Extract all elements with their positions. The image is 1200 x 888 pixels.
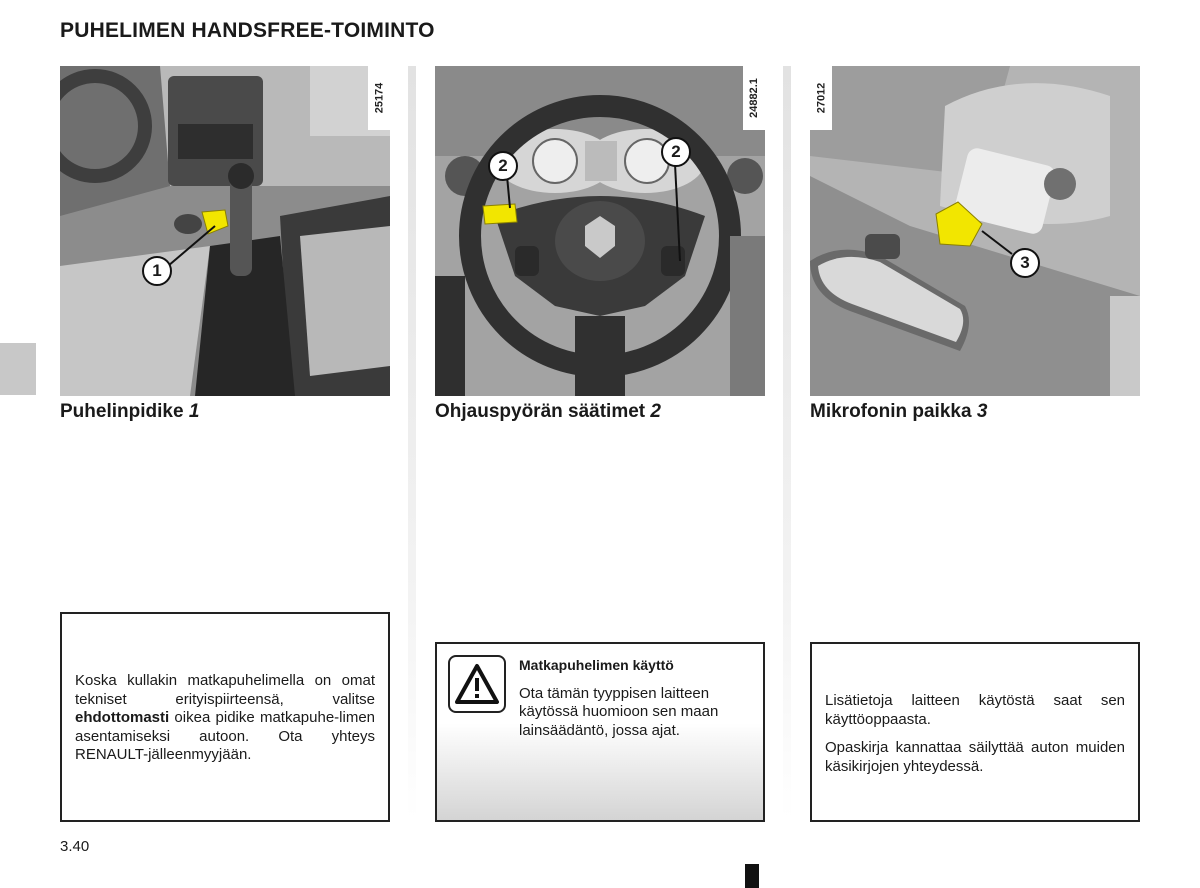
info-box-phone-holder	[60, 612, 390, 822]
photo-steering-wheel	[435, 66, 765, 396]
page-title: PUHELIMEN HANDSFREE-TOIMINTO	[60, 19, 435, 42]
warning-box	[435, 642, 765, 822]
info-text: Lisätietoja laitteen käytöstä saat sen käyttöoppaasta.	[825, 692, 1125, 728]
column-divider	[408, 66, 416, 820]
section-heading-phone-holder: Puhelinpidike 1	[60, 401, 200, 422]
info-box-manual	[810, 642, 1140, 822]
warning-triangle-icon	[448, 655, 506, 713]
info-text: Opaskirja kannattaa säilyttää auton muiden käsikirjojen yhteydessä.	[825, 739, 1125, 775]
image-code-label: 25174	[368, 66, 390, 130]
photo-microphone	[810, 66, 1140, 396]
info-text: Koska kullakin matkapuhelimella on omat tekniset erityispiirteensä, valitse ehdottomasti oikea pidike matkapuhe-limen asentamiseksi autoon. Ota yhteys RENAULT-jälleenmyyjään.	[75, 672, 375, 763]
callout-marker: 2	[488, 151, 518, 181]
callout-marker: 2	[661, 137, 691, 167]
warning-title: Matkapuhelimen käyttö	[519, 657, 674, 673]
page-edge-mark	[745, 864, 759, 888]
image-code-label: 24882.1	[743, 66, 765, 130]
chapter-tab	[0, 343, 36, 395]
callout-marker: 1	[142, 256, 172, 286]
section-heading-microphone: Mikrofonin paikka 3	[810, 401, 988, 422]
image-code-label: 27012	[810, 66, 832, 130]
photo-phone-holder	[60, 66, 390, 396]
warning-text: Ota tämän tyyppisen laitteen käytössä huomioon sen maan lainsäädäntö, jossa ajat.	[519, 684, 719, 739]
page-number: 3.40	[60, 838, 90, 855]
section-heading-steering-controls: Ohjauspyörän säätimet 2	[435, 401, 661, 422]
column-divider	[783, 66, 791, 820]
callout-marker: 3	[1010, 248, 1040, 278]
